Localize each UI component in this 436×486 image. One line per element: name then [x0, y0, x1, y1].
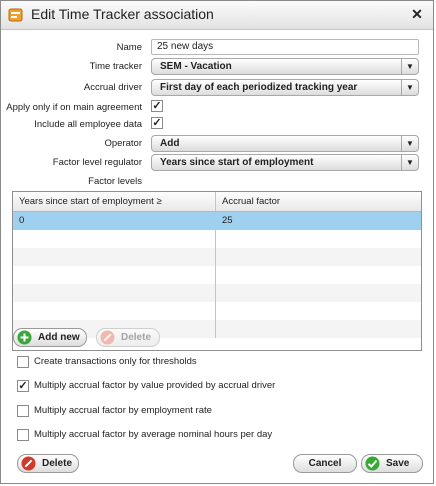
name-label: Name [116, 42, 142, 53]
dialog-title: Edit Time Tracker association [31, 6, 214, 22]
option-label-nominal-hours: Multiply accrual factor by average nominal hours per day [34, 429, 273, 440]
operator-value: Add [160, 138, 180, 149]
operator-label: Operator [104, 138, 142, 149]
title-bar [1, 1, 433, 30]
factor-levels-grid [12, 191, 422, 351]
column-header-factor[interactable]: Accrual factor [222, 196, 281, 207]
save-button[interactable] [361, 454, 423, 473]
factor-levels-label: Factor levels [88, 176, 142, 187]
factor-regulator-label: Factor level regulator [52, 157, 142, 168]
cancel-label: Cancel [308, 458, 342, 469]
delete-icon [100, 330, 115, 345]
add-new-label: Add new [38, 332, 80, 343]
delete-label: Delete [42, 458, 73, 469]
grid-header [13, 192, 421, 212]
grid-delete-button[interactable] [96, 328, 160, 347]
apply-only-label: Apply only if on main agreement [6, 102, 142, 113]
accrual-driver-label: Accrual driver [83, 82, 142, 93]
option-checkbox-accrual-driver[interactable]: ✓ [18, 380, 28, 392]
include-all-label: Include all employee data [34, 119, 142, 130]
grid-delete-label: Delete [121, 332, 152, 343]
factor-regulator-value: Years since start of employment [160, 157, 314, 168]
add-icon [17, 330, 32, 345]
accrual-driver-select[interactable] [151, 79, 419, 96]
delete-button[interactable] [17, 454, 79, 473]
option-checkbox-nominal-hours[interactable] [17, 429, 29, 441]
chevron-down-icon[interactable]: ▼ [401, 155, 418, 170]
include-all-checkbox[interactable]: ✓ [152, 117, 162, 129]
close-icon[interactable]: ✕ [411, 6, 423, 22]
operator-select[interactable] [151, 135, 419, 152]
delete-icon [21, 456, 36, 471]
name-field[interactable]: 25 new days [151, 39, 419, 55]
option-checkbox-employment-rate[interactable] [17, 405, 29, 417]
option-label-accrual-driver: Multiply accrual factor by value provided by accrual driver [34, 380, 276, 391]
cancel-button[interactable] [293, 454, 357, 473]
option-checkbox-thresholds[interactable] [17, 356, 29, 368]
factor-regulator-select[interactable] [151, 154, 419, 171]
chevron-down-icon[interactable]: ▼ [401, 80, 418, 95]
table-row[interactable] [13, 266, 421, 284]
chevron-down-icon[interactable]: ▼ [401, 59, 418, 74]
time-tracker-value: SEM - Vacation [160, 61, 232, 72]
table-row[interactable] [13, 302, 421, 320]
time-tracker-label: Time tracker [89, 61, 142, 72]
checkmark-icon [365, 456, 380, 471]
accrual-driver-value: First day of each periodized tracking year [160, 82, 358, 93]
chevron-down-icon[interactable]: ▼ [401, 136, 418, 151]
save-label: Save [386, 458, 410, 469]
add-new-button[interactable] [13, 328, 87, 347]
dialog-content [5, 30, 429, 479]
option-label-thresholds: Create transactions only for thresholds [34, 356, 197, 367]
table-row[interactable] [13, 230, 421, 248]
table-row[interactable] [13, 284, 421, 302]
cell-years[interactable]: 0 [13, 212, 216, 230]
cell-factor[interactable]: 25 [222, 215, 233, 226]
table-row[interactable] [13, 248, 421, 266]
option-label-employment-rate: Multiply accrual factor by employment rate [34, 405, 212, 416]
table-row[interactable] [13, 212, 421, 230]
tracker-icon [7, 6, 25, 24]
apply-only-checkbox[interactable]: ✓ [152, 100, 162, 112]
column-header-years[interactable]: Years since start of employment ≥ [13, 192, 216, 211]
time-tracker-select[interactable] [151, 58, 419, 75]
